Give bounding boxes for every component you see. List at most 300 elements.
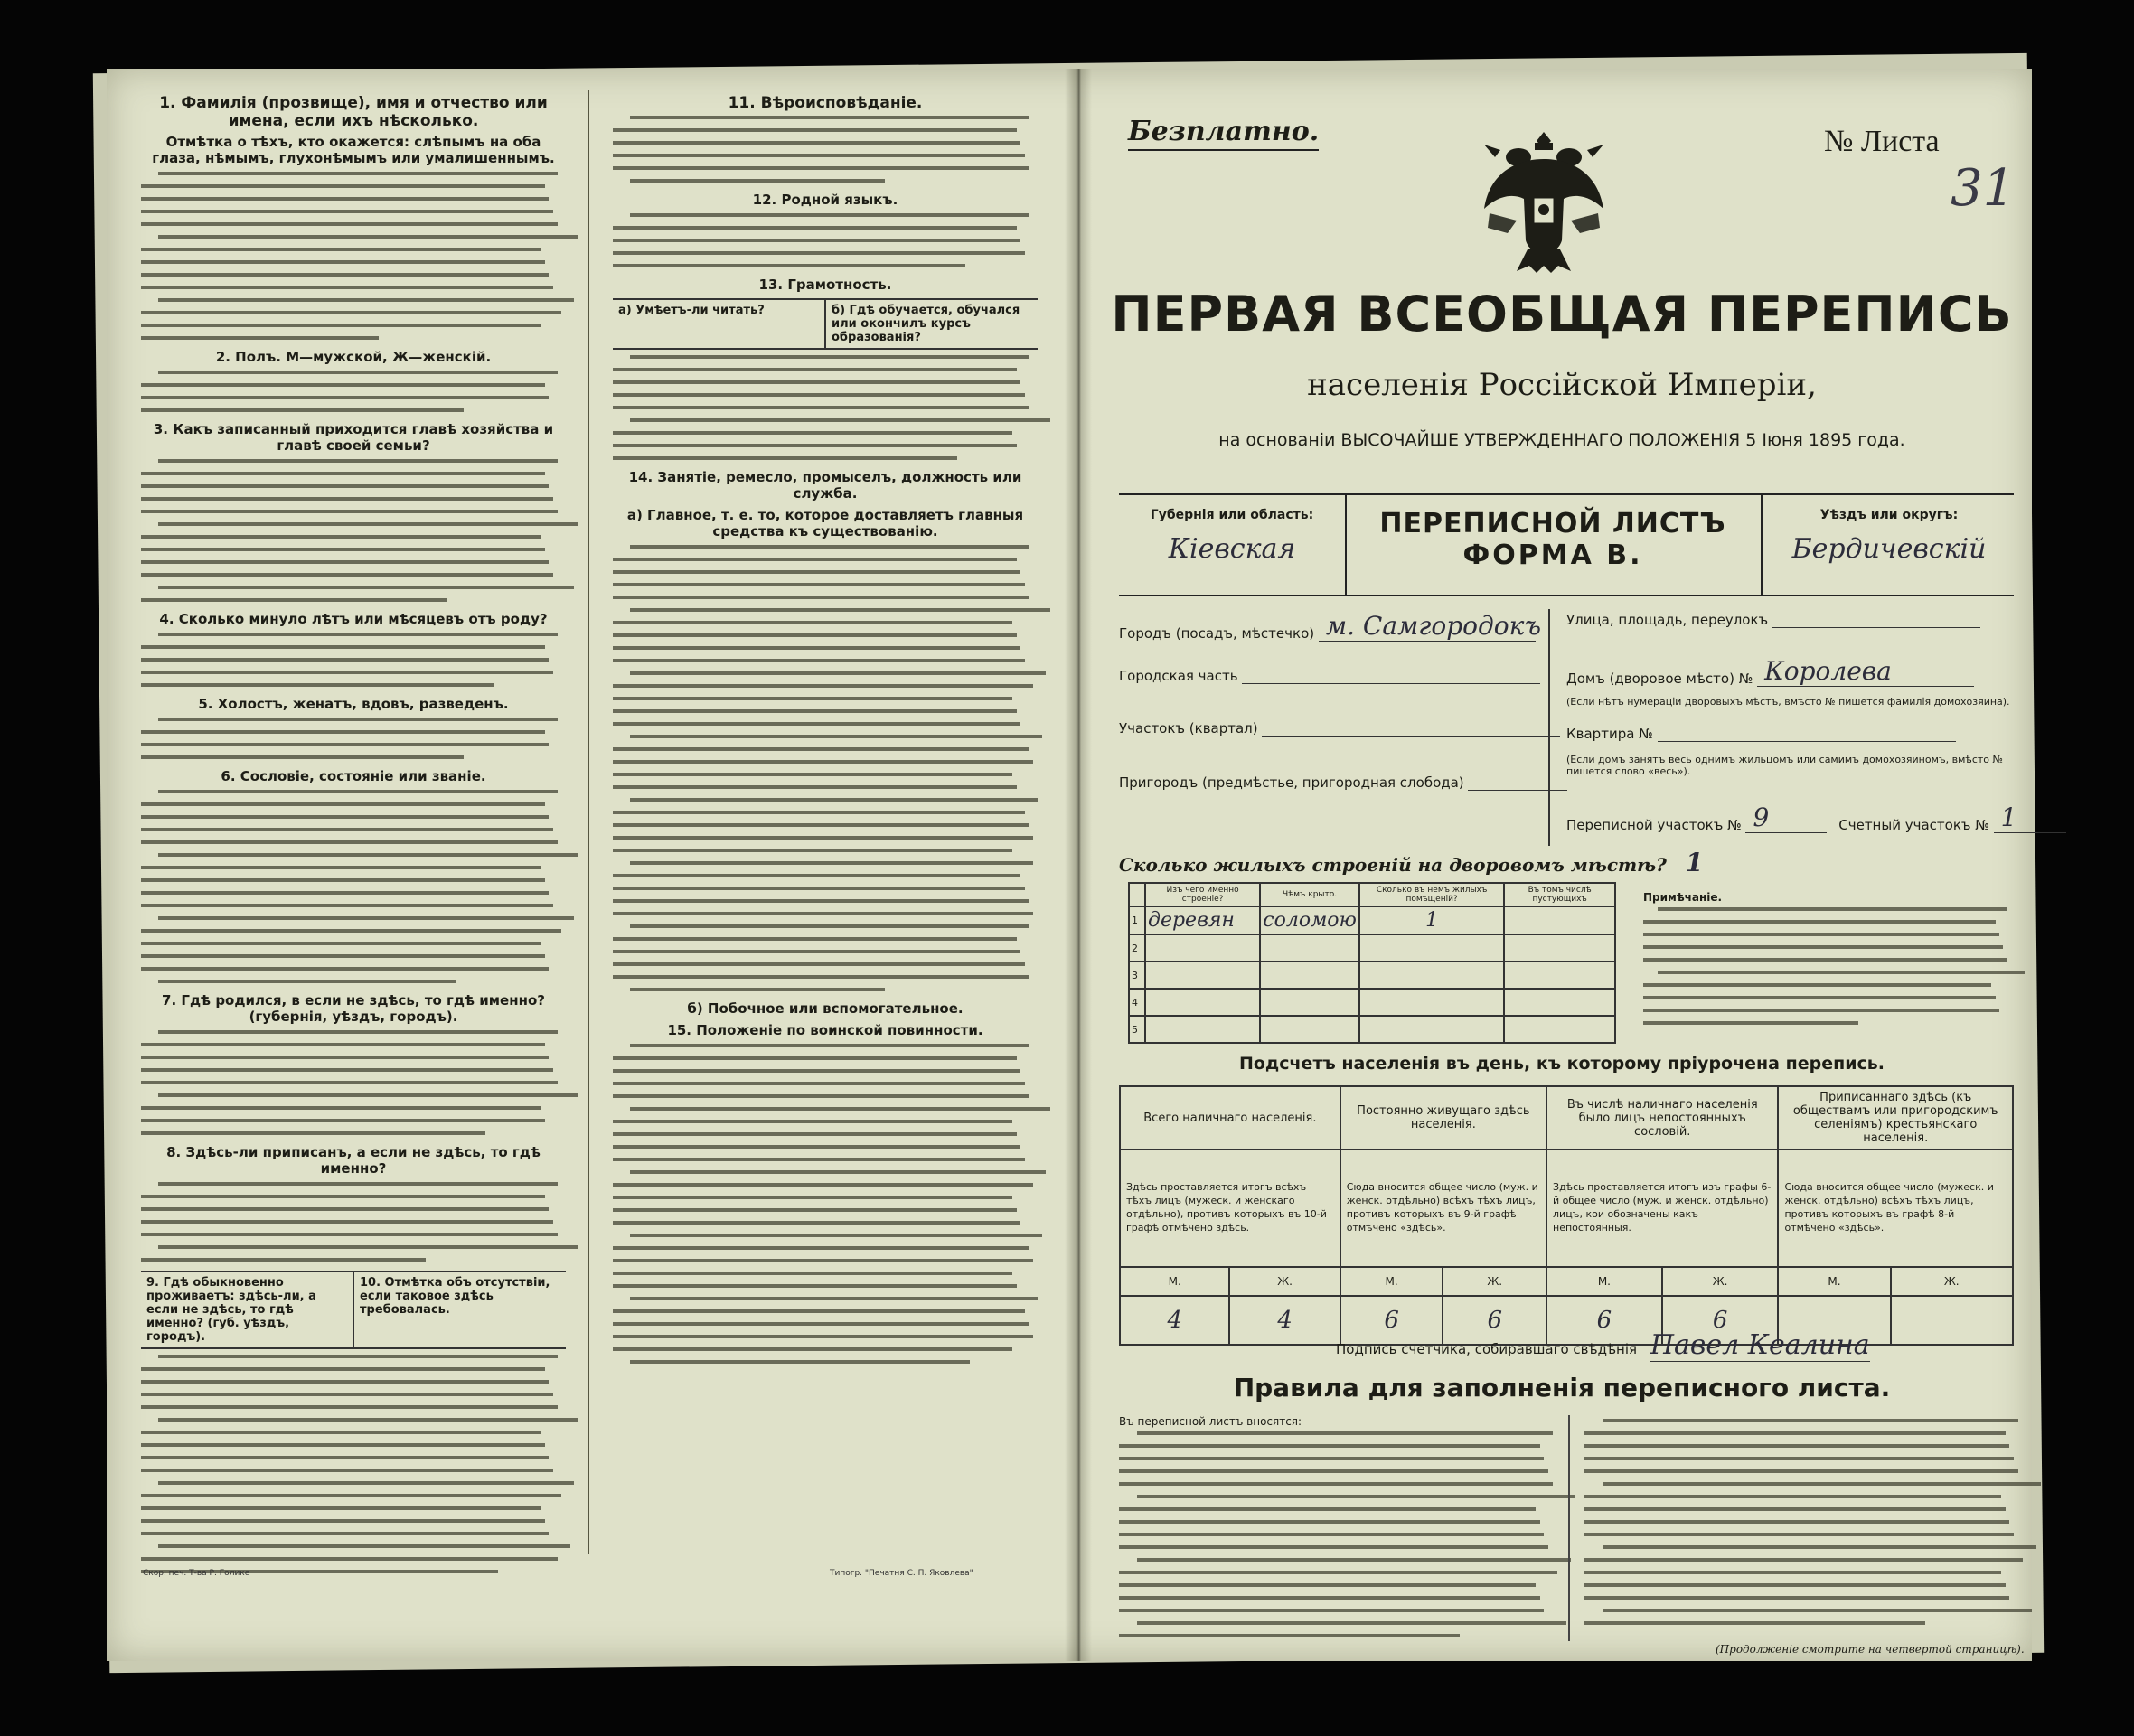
text-line [141,472,545,475]
text-line [613,456,957,460]
text-line [613,950,1020,953]
text-line [630,1044,1029,1047]
text-line [141,1393,553,1396]
text-line [141,1532,549,1535]
text-line [158,980,456,983]
paragraph-block [1643,907,2014,1025]
text-line [141,573,553,577]
text-line [613,659,1025,662]
text-line [1603,1482,2041,1486]
form-title: ПЕРВАЯ ВСЕОБЩАЯ ПЕРЕПИСЬ [1111,286,2013,343]
signature-value: Павел Кеалина [1650,1329,1870,1361]
value-permanent-f: 6 [1443,1296,1546,1345]
heading-religion: 11. Вѣроисповѣданіе. [728,94,923,112]
text-line [141,683,494,687]
text-line [630,798,1038,802]
text-line [141,815,549,819]
buildings-question-text: Сколько жилыхъ строеній на дворовомъ мѣстѣ? [1119,854,1667,876]
text-line [1119,1596,1540,1600]
text-line [141,1469,553,1472]
paragraph-block [613,1044,1038,1364]
text-line [613,166,1029,170]
text-line [630,861,1034,865]
census-sheet-title: ПЕРЕПИСНОЙ ЛИСТЪ [1379,508,1726,540]
text-line [141,1519,545,1523]
text-line [158,1355,558,1358]
text-line [1119,1507,1536,1511]
text-line [613,887,1025,890]
text-line [141,1380,549,1384]
value-present-f: 4 [1229,1296,1340,1345]
text-line [141,1456,549,1459]
text-line [141,336,379,340]
form-subtitle: населенія Россійской Имперіи, [1307,367,1817,403]
cell-rooms: 1 [1359,906,1504,934]
text-line [158,1544,570,1548]
text-line [1137,1558,1571,1562]
text-line [141,383,545,387]
text-line [141,1056,549,1059]
table-row: 4 [1129,989,1615,1016]
paragraph-block [141,172,566,340]
text-line [141,1207,549,1211]
text-line [630,355,1029,359]
paragraph-block [141,1030,566,1135]
text-line [141,828,553,831]
paragraph-block [613,116,1038,183]
text-line [1119,1482,1553,1486]
text-line [1643,920,1996,924]
text-line [141,396,549,399]
paragraph-block [141,790,566,983]
heading-native-language: 12. Родной языкъ. [752,192,898,208]
text-line [1119,1533,1544,1536]
text-line [141,1220,553,1224]
text-line [1119,1457,1544,1460]
table-row: 5 [1129,1016,1615,1043]
text-line [613,380,1020,384]
text-line [141,324,541,327]
text-line [613,1221,1020,1225]
gubernia-cell [1119,495,1347,595]
text-line [613,154,1025,157]
text-line [613,836,1033,840]
text-line [158,298,575,302]
header-material: Изъ чего именно строеніе? [1145,883,1260,906]
residence-absence-box [141,1271,566,1349]
text-line [613,621,1012,624]
paragraph-block [613,355,1038,460]
text-line [613,709,1017,713]
population-header-row [1120,1086,2013,1150]
text-line [1603,1545,2036,1549]
address-divider [1548,609,1550,846]
heading-marital: 5. Холостъ, женатъ, вдовъ, разведенъ. [198,696,509,712]
counting-district-label: Счетный участокъ № [1838,817,1989,833]
cell-roof: соломою [1260,906,1359,934]
text-line [1119,1634,1460,1637]
text-line [613,251,1025,255]
text-line [141,408,464,412]
city-part-field [1119,667,1540,684]
text-line [158,586,575,589]
text-line [630,1107,1050,1111]
population-sex-row: М. Ж. М. Ж. М. Ж. М. Ж. [1120,1267,2013,1296]
heading-estate: 6. Сословіе, состояніе или званіе. [221,768,486,784]
counting-district-value: 1 [2000,802,2017,832]
district-field [1119,719,1560,737]
text-line [141,535,541,539]
text-line [1119,1520,1540,1524]
house-label: Домъ (дворовое мѣсто) № [1566,671,1753,687]
header-empty: Въ томъ числѣ пустующихъ [1504,883,1615,906]
text-line [613,912,1033,915]
location-header-box [1119,493,2014,596]
text-line [613,239,1020,242]
city-part-label: Городская часть [1119,668,1238,684]
text-line [613,1309,1025,1313]
text-line [1584,1444,2009,1448]
census-form-spread [107,69,2032,1661]
text-line [613,760,1033,764]
census-district-value: 9 [1753,802,1770,832]
instructions-column-a [141,89,566,1582]
text-line [613,874,1020,877]
text-line [141,510,558,513]
text-line [141,942,541,945]
text-line [613,823,1029,827]
text-line [613,141,1020,145]
uezd-value: Бердичевскій [1791,533,1987,565]
text-line [613,937,1017,941]
text-line [613,722,1020,726]
box-absence: 10. Отмѣтка объ отсутствіи, если таковое здѣсь требовалась. [353,1272,566,1347]
text-line [613,849,1012,852]
header-peasant: Приписаннаго здѣсь (къ обществамъ или пригородскимъ селеніямъ) крестьянскаго населенія. [1778,1086,2013,1150]
text-line [1119,1545,1548,1549]
table-row: 2 [1129,934,1615,962]
text-line [630,671,1047,675]
text-line [1584,1558,2023,1562]
city-label: Городъ (посадъ, мѣстечко) [1119,625,1315,642]
text-line [1643,945,2003,949]
heading-relation: 3. Какъ записанный приходится главѣ хозяйства и главѣ своей семьи? [153,421,554,454]
uezd-cell [1761,495,2016,595]
text-line [1119,1444,1540,1448]
text-line [158,1481,575,1485]
value-permanent-m: 6 [1340,1296,1443,1345]
text-line [613,558,1017,561]
sheet-number-label: № Листа [1824,125,1940,158]
enumerator-signature [1336,1329,1870,1361]
apartment-note: (Если домъ занятъ весь однимъ жильцомъ или самимъ домохозяиномъ, вмѣсто № пишется слово «весь»). [1566,754,2003,777]
text-line [141,878,545,882]
text-line [1603,1609,2032,1612]
cell-empty [1504,906,1615,934]
apartment-field [1566,725,1956,742]
gubernia-label: Губернія или область: [1150,508,1314,522]
house-note: (Если нѣтъ нумераціи дворовыхъ мѣстъ, вмѣсто № пишется фамилія домохозяина). [1566,696,2010,708]
census-district-label: Переписной участокъ № [1566,817,1742,833]
text-line [158,853,578,857]
remark-block [1643,891,2014,1034]
text-line [141,560,549,564]
text-line [1137,1621,1566,1625]
continuation-note: (Продолженіе смотрите на четвертой страницѣ). [1716,1643,2025,1656]
text-line [141,840,558,844]
signature-label: Подпись счетчика, собиравшаго свѣдѣнія [1336,1341,1638,1357]
text-line [613,264,965,267]
text-line [141,1106,541,1110]
text-line [630,608,1050,612]
text-line [141,730,545,734]
right-page [1092,69,2032,1661]
city-field [1119,611,1542,642]
text-line [1643,1021,1858,1025]
text-line [141,743,549,746]
text-line [158,1030,558,1034]
text-line [141,671,553,674]
text-line [158,790,558,793]
text-line [1119,1583,1536,1587]
house-field [1566,656,1974,687]
box-can-read: а) Умѣетъ-ли читать? [618,304,765,317]
buildings-table [1128,882,1616,1044]
text-line [630,179,885,183]
text-line [1584,1533,2014,1536]
header-permanent: Постоянно живущаго здѣсь населенія. [1340,1086,1546,1150]
text-line [141,967,549,971]
text-line [613,975,1029,979]
instructions-column-b [613,89,1038,1373]
text-line [141,1233,558,1236]
text-line [141,1195,545,1198]
street-label: Улица, площадь, переулокъ [1566,612,1769,628]
text-line [613,226,1017,230]
text-line [141,866,541,869]
text-line [141,273,549,277]
value-nonpermanent-f: 6 [1662,1296,1779,1345]
text-line [1584,1469,2018,1473]
text-line [613,1347,1012,1351]
text-line [1584,1596,2009,1600]
text-line [141,497,553,501]
district-label: Участокъ (квартал) [1119,720,1258,737]
uezd-label: Уѣздъ или округъ: [1819,508,1959,522]
text-line [141,755,464,759]
text-line [141,248,541,251]
heading-birthplace: 7. Гдѣ родился, в если не здѣсь, то гдѣ именно? (губернія, уѣздъ, городъ). [162,992,545,1025]
city-value: м. Самгородокъ [1325,611,1542,641]
heading-secondary-occupation: б) Побочное или вспомогательное. [687,1000,964,1017]
text-line [613,1120,1012,1123]
text-line [613,1322,1029,1326]
census-district-field [1566,802,2066,833]
paragraph-block [141,371,566,412]
text-line [613,962,1025,966]
paragraph-block [1584,1419,2027,1625]
text-line [630,1170,1047,1174]
text-line [158,1093,578,1097]
form-type-cell [1345,495,1761,595]
paragraph-block [141,633,566,687]
text-line [1584,1431,2006,1435]
text-line [1643,933,1999,936]
paragraph-block [1119,1431,1562,1637]
text-line [158,172,558,175]
text-line [613,1246,1029,1250]
text-line [141,1367,545,1371]
suburb-label: Пригородъ (предмѣстье, пригородная слобода) [1119,774,1464,791]
text-line [630,1360,970,1364]
text-line [1584,1507,2006,1511]
text-line [613,1284,1017,1288]
text-line [1584,1457,2014,1460]
text-line [613,1094,1029,1098]
text-line [158,459,558,463]
text-line [613,128,1017,132]
text-line [141,1119,545,1122]
suburb-field [1119,774,1567,791]
cell-material: деревян [1145,906,1260,934]
rules-title: Правила для заполненія переписного листа. [1233,1373,1891,1403]
table-row: 3 [1129,962,1615,989]
text-line [613,773,1012,776]
buildings-table-header [1129,883,1615,906]
legal-basis: на основаніи ВЫСОЧАЙШЕ УТВЕРЖДЕННАГО ПОЛОЖЕНІЯ 5 Іюня 1895 года. [1218,430,1905,450]
box-education: б) Гдѣ обучается, обучался или окончилъ курсъ образованія? [824,300,1038,348]
text-line [613,633,1017,637]
text-line [613,596,1029,599]
value-present-m: 4 [1120,1296,1229,1345]
text-line [613,1145,1020,1149]
text-line [613,583,1025,586]
text-line [613,697,1012,700]
text-line [1658,907,2006,911]
text-line [158,371,558,374]
header-rooms: Сколько въ немъ жилыхъ помѣщеній? [1359,883,1504,906]
text-line [1603,1419,2019,1422]
heading-registration: 8. Здѣсь-ли приписанъ, а если не здѣсь, то гдѣ именно? [166,1144,541,1177]
text-line [630,116,1029,119]
heading-occupation: 14. Занятіе, ремесло, промыселъ, должность или служба. [628,469,1022,502]
paragraph-block [141,718,566,759]
population-count-title: Подсчетъ населенія въ день, къ которому пріурочена перепись. [1238,1054,1885,1074]
text-line [613,1132,1017,1136]
text-line [1137,1495,1575,1498]
text-line [613,1069,1020,1073]
paragraph-block [141,1182,566,1262]
text-line [630,988,885,991]
text-line [630,213,1029,217]
text-line [158,916,575,920]
text-line [141,954,545,958]
literacy-box [613,298,1038,350]
sheet-number-value: 31 [1951,159,2016,218]
heading-literacy: 13. Грамотность. [758,277,892,293]
text-line [613,570,1020,574]
paragraph-block [141,1355,566,1573]
form-type-label: ФОРМА В. [1462,540,1643,571]
text-line [158,718,558,721]
text-line [1584,1583,2006,1587]
house-value: Королева [1764,656,1892,686]
page-fold [1065,69,1092,1661]
text-line [158,633,558,636]
text-line [1643,958,2007,962]
text-line [613,444,1017,447]
text-line [1584,1621,1925,1625]
text-line [630,735,1042,738]
text-line [141,645,545,649]
header-roof: Чѣмъ крыто. [1260,883,1359,906]
text-line [1584,1520,2009,1524]
heading-sex: 2. Полъ. М—мужской, Ж—женскій. [215,349,492,365]
gubernia-value: Кіевская [1168,533,1296,565]
text-line [613,1272,1012,1275]
text-line [1658,971,2025,974]
population-table [1119,1085,2014,1346]
text-line [613,406,1029,409]
text-line [141,210,553,213]
text-line [158,522,578,526]
remark-title: Примѣчаніе. [1643,891,1723,904]
text-line [141,1494,561,1497]
double-headed-eagle-emblem [1481,123,1607,277]
text-line [141,311,561,314]
rules-column-a [1119,1415,1562,1647]
text-line [1643,1009,1999,1012]
text-line [630,1234,1042,1237]
text-line [158,1418,578,1422]
text-line [141,184,545,188]
text-line [141,484,549,488]
text-line [141,1043,545,1046]
text-line [613,1196,1012,1199]
text-line [613,1183,1033,1187]
text-line [630,1297,1038,1300]
text-line [613,368,1017,371]
text-line [141,1131,485,1135]
buildings-value: 1 [1685,848,1704,877]
text-line [1584,1571,2001,1574]
text-line [141,1506,541,1510]
text-line [613,684,1033,688]
text-line [141,904,553,907]
box-residence: 9. Гдѣ обыкновенно проживаетъ: здѣсь-ли, а если не здѣсь, то гдѣ именно? (губ. уѣздъ, городъ). [146,1276,316,1344]
text-line [1119,1609,1544,1612]
text-line [1119,1469,1548,1473]
text-line [141,222,558,226]
text-line [141,1258,426,1262]
text-line [141,658,549,662]
text-line [141,929,561,933]
text-line [613,646,1020,650]
text-line [1643,983,1991,987]
text-line [613,393,1025,397]
text-line [141,197,549,201]
apartment-label: Квартира № [1566,726,1653,742]
text-line [141,1443,545,1447]
value-nonpermanent-m: 6 [1546,1296,1662,1345]
heading-surname: 1. Фамилія (прозвище), имя и отчество или имена, если ихъ нѣсколько. [159,94,548,130]
text-line [141,1405,558,1409]
value-peasant-f [1891,1296,2014,1345]
text-line [141,598,447,602]
text-line [141,548,545,551]
text-line [613,1082,1025,1085]
text-line [141,891,549,895]
